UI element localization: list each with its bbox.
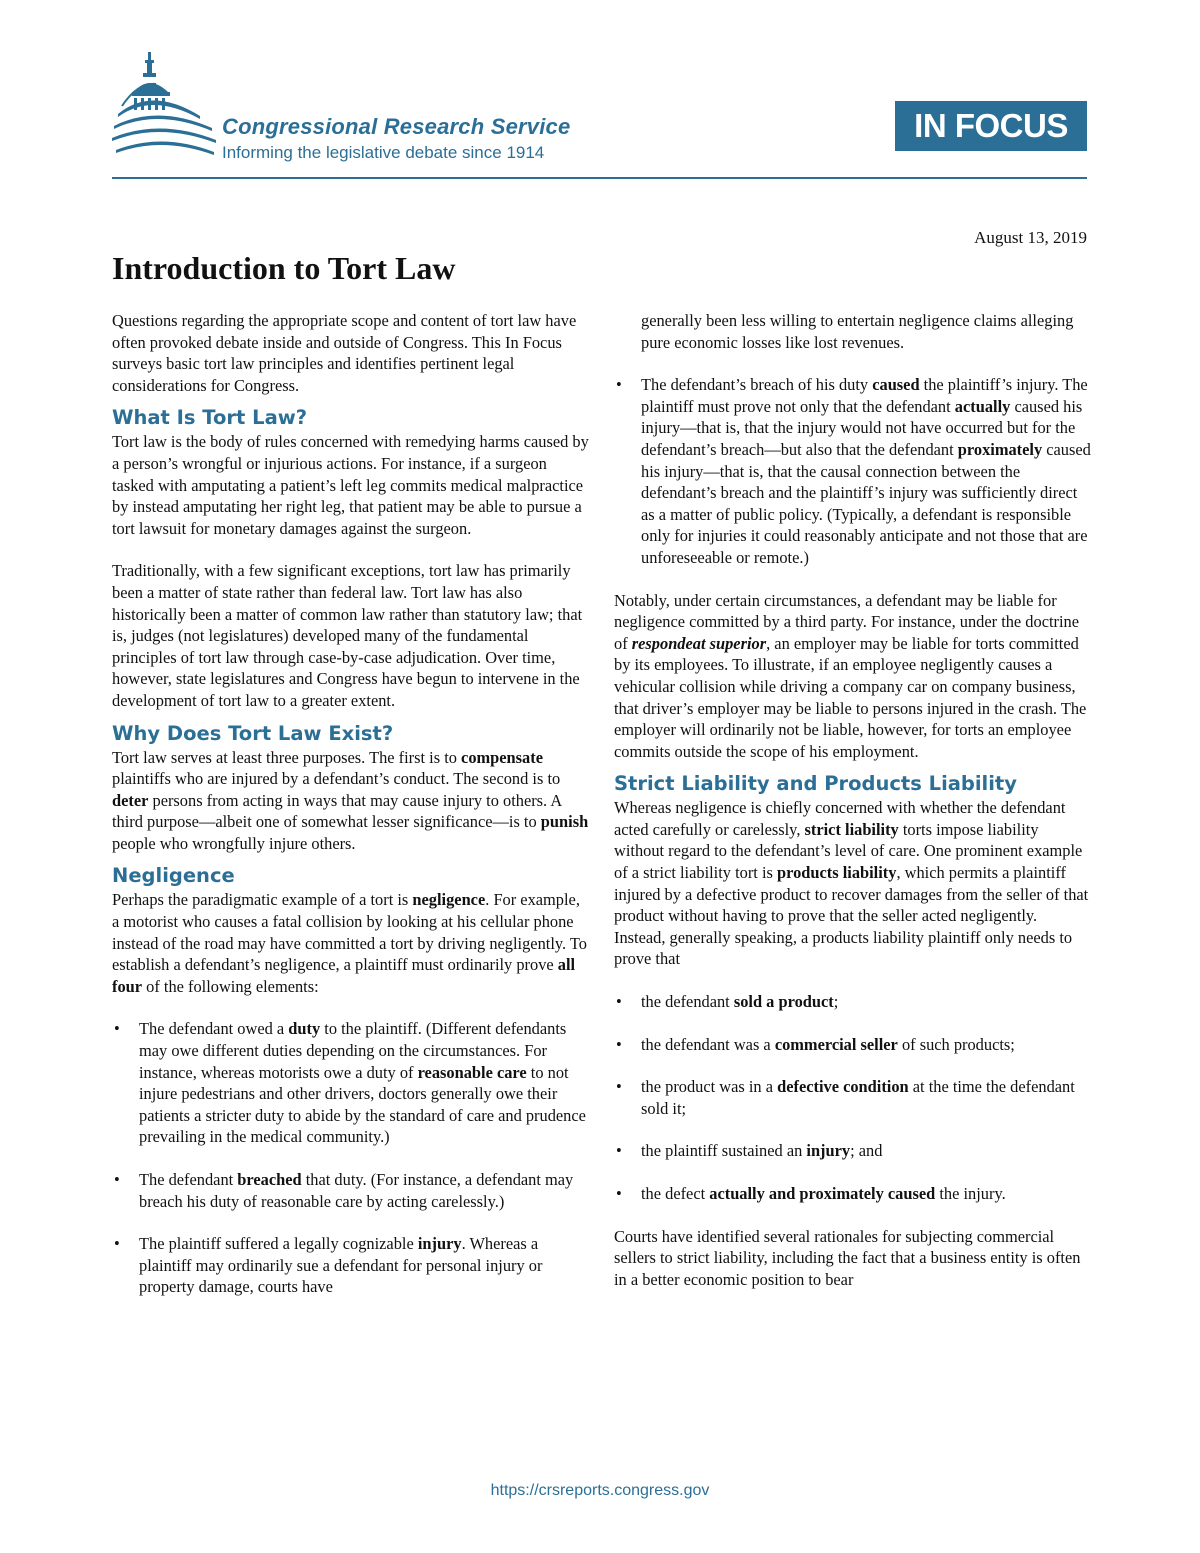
list-item: • the defendant sold a product; bbox=[616, 992, 839, 1012]
courts-paragraph: Courts have identified several rationales for subjecting commercial sellers to strict liability, including the fact that a business entity is often in a better economic position to bear bbox=[614, 1226, 1081, 1289]
left-column bbox=[112, 310, 590, 1298]
bullet-icon: • bbox=[616, 992, 622, 1012]
bullet-icon: • bbox=[616, 1184, 622, 1203]
negligence-elements-list-continued bbox=[614, 310, 1092, 569]
header-divider bbox=[112, 177, 1087, 179]
publication-date: August 13, 2019 bbox=[974, 228, 1087, 247]
list-item-continued: generally been less willing to entertain negligence claims alleging pure economic losses like lost revenues. bbox=[641, 311, 1074, 352]
list-item: • The defendant breached that duty. (For instance, a defendant may breach his duty of reasonable care by acting carelessly.) bbox=[114, 1170, 574, 1211]
bullet-icon: • bbox=[616, 1034, 622, 1054]
bullet-icon: • bbox=[616, 1077, 622, 1097]
right-column bbox=[614, 310, 1092, 1290]
why-paragraph: Tort law serves at least three purposes. The first is to compensate plaintiffs who are injured by a defendant’s conduct. The second is to deter persons from acting in ways that may cause injury to others. A third purpose—albeit one of somewhat lesser significance—is to punish people who wrongfully injure others. bbox=[112, 747, 589, 853]
heading-why-tort-law-exists: Why Does Tort Law Exist? bbox=[112, 721, 394, 745]
footer-url-link[interactable]: https://crsreports.congress.gov bbox=[490, 1482, 710, 1499]
heading-strict-liability: Strict Liability and Products Liability bbox=[614, 772, 1017, 796]
org-tagline: Informing the legislative debate since 1914 bbox=[222, 143, 545, 162]
list-item: • The plaintiff suffered a legally cognizable injury. Whereas a plaintiff may ordinarily sue a defendant for personal injury or property damage, courts have bbox=[114, 1234, 543, 1297]
in-focus-badge: IN FOCUS bbox=[895, 101, 1087, 151]
notably-paragraph: Notably, under certain circumstances, a defendant may be liable for negligence committed by a third party. For instance, under the doctrine of respondeat superior, an employer may be liable for torts committed by its employees. To illustrate, if an employee negligently causes a vehicular collision while driving a company car on company business, that driver’s employer may be liable to persons injured in the crash. The employer will ordinarily not be liable, however, for torts an employee commits outside the scope of his employment. bbox=[614, 590, 1087, 761]
bullet-icon: • bbox=[114, 1170, 120, 1189]
list-item: • The defendant’s breach of his duty caused the plaintiff’s injury. The plaintiff must prove not only that the defendant actually caused his injury—that is, that the injury would not have occurred but for the defendant’s breach—but also that the defendant proximately caused his injury—that is, that the causal connection between the defendant’s breach and the plaintiff’s injury was sufficiently direct as a matter of public policy. (Typically, a defendant is responsible only for injuries it could reasonably anticipate and not those that are unforeseeable or remote.) bbox=[616, 375, 1091, 567]
negligence-paragraph: Perhaps the paradigmatic example of a tort is negligence. For example, a motorist who causes a fatal collision by looking at his cellular phone instead of the road may have committed a tort by driving negligently. To establish a defendant’s negligence, a plaintiff must ordinarily prove all four of the following elements: bbox=[112, 890, 587, 996]
page-title: Introduction to Tort Law bbox=[112, 250, 456, 286]
products-liability-elements-list bbox=[614, 991, 1092, 1205]
bullet-icon: • bbox=[114, 1234, 120, 1254]
bullet-icon: • bbox=[114, 1019, 120, 1039]
negligence-elements-list bbox=[112, 1018, 590, 1298]
list-item: • the product was in a defective condition at the time the defendant sold it; bbox=[616, 1077, 1075, 1118]
list-item: • the plaintiff sustained an injury; and bbox=[616, 1141, 883, 1161]
what-paragraph-1: Tort law is the body of rules concerned with remedying harms caused by a person’s wrongful or injurious actions. For instance, if a surgeon tasked with amputating a patient’s left leg commits medical malpractice by instead amputating her right leg, that patient may be able to pursue a tort lawsuit for monetary damages against the surgeon. bbox=[112, 432, 589, 538]
list-item: • the defect actually and proximately caused the injury. bbox=[616, 1184, 1006, 1203]
bullet-icon: • bbox=[616, 1141, 622, 1161]
heading-what-is-tort-law: What Is Tort Law? bbox=[112, 406, 308, 430]
list-item: • the defendant was a commercial seller of such products; bbox=[616, 1034, 1015, 1054]
org-name: Congressional Research Service bbox=[222, 114, 571, 139]
heading-negligence: Negligence bbox=[112, 864, 235, 888]
list-item: • The defendant owed a duty to the plaintiff. (Different defendants may owe different duties depending on the circumstances. For instance, whereas motorists owe a duty of reasonable care to not injure pedestrians and other drivers, doctors generally owe their patients a stricter duty to abide by the standard of care and prudence prevailing in the medical community.) bbox=[114, 1019, 586, 1147]
strict-liability-paragraph: Whereas negligence is chiefly concerned with whether the defendant acted carefully or carelessly, strict liability torts impose liability without regard to the defendant’s level of care. One prominent example of a strict liability tort is products liability, which permits a plaintiff injured by a defective product to recover damages from the seller of that product without having to prove that the seller acted negligently. Instead, generally speaking, a products liability plaintiff only needs to prove that bbox=[614, 798, 1089, 969]
what-paragraph-2: Traditionally, with a few significant exceptions, tort law has primarily been a matter of state rather than federal law. Tort law has also historically been a matter of common law rather than statutory law; that is, judges (not legislatures) developed many of the fundamental principles of tort law through case-by-case adjudication. Over time, however, state legislatures and Congress have begun to intervene in the development of tort law to a greater extent. bbox=[112, 561, 583, 710]
bullet-icon: • bbox=[616, 375, 622, 395]
capitol-dome-logo-icon bbox=[112, 46, 217, 166]
intro-paragraph: Questions regarding the appropriate scope and content of tort law have often provoked debate inside and outside of Congress. This In Focus surveys basic tort law principles and identifies pertinent legal considerations for Congress. bbox=[112, 311, 577, 395]
